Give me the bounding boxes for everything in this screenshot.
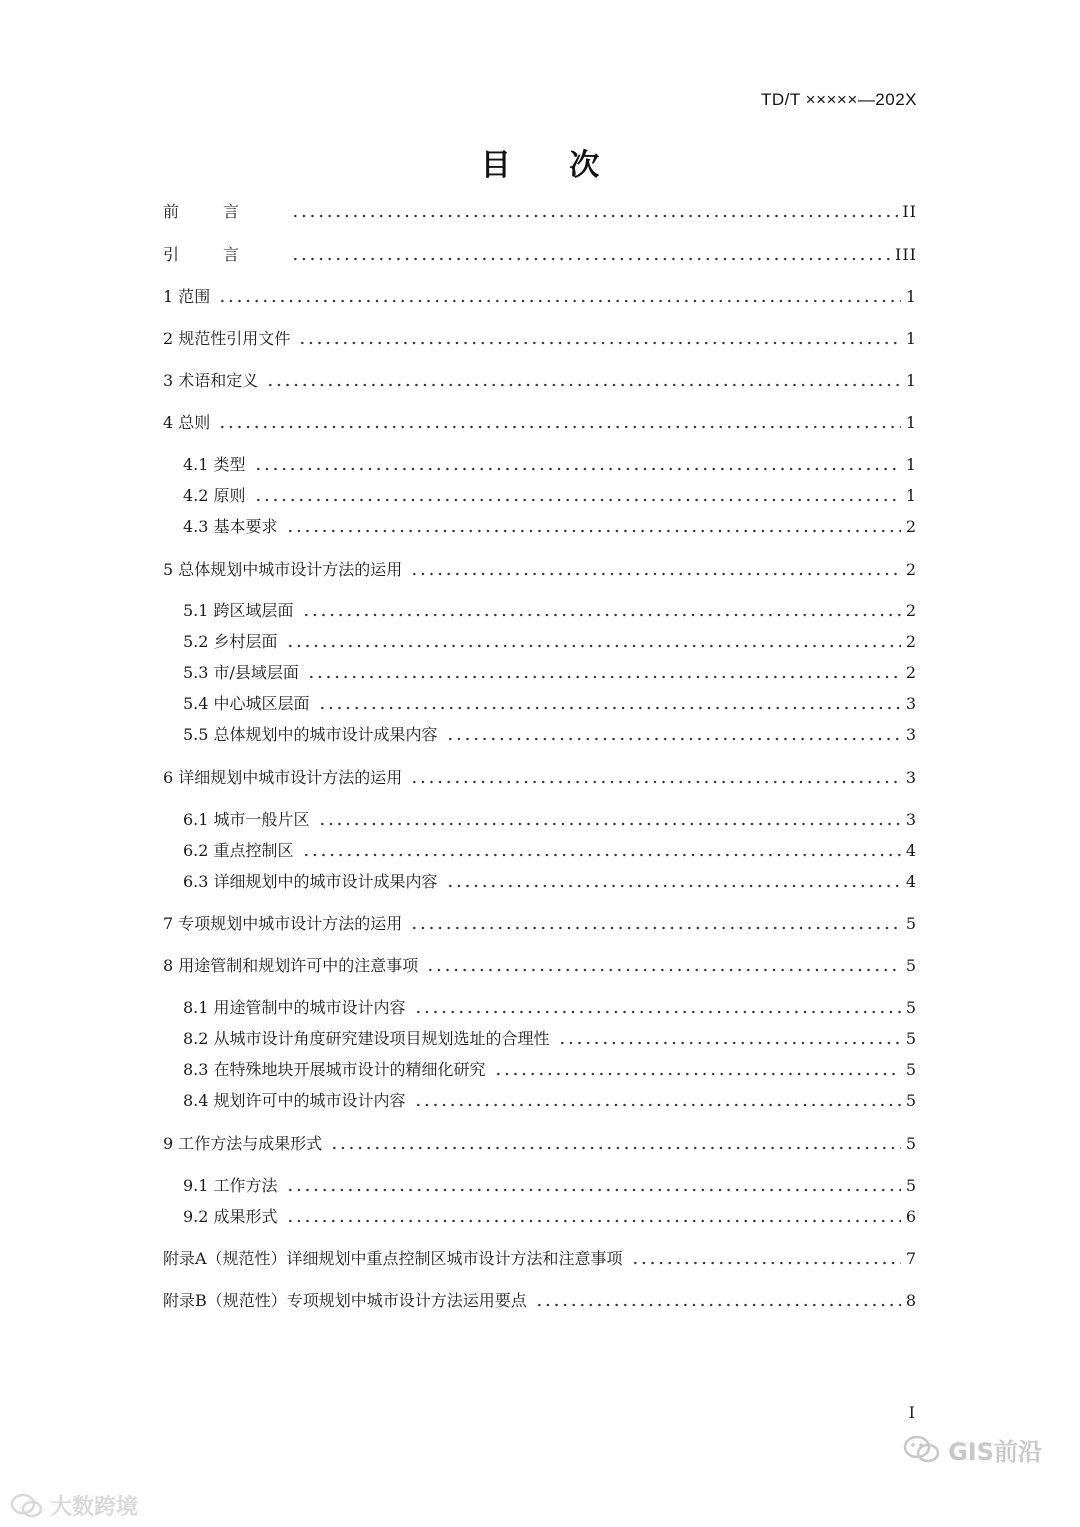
toc-leader-dots bbox=[286, 628, 901, 656]
page-number: I bbox=[908, 1403, 915, 1422]
toc-entry[interactable] bbox=[183, 597, 917, 625]
toc-entry[interactable] bbox=[183, 1025, 917, 1053]
toc-entry[interactable] bbox=[163, 1287, 917, 1315]
toc-entry-label: 9 工作方法与成果形式 bbox=[163, 1134, 323, 1153]
toc-leader-dots bbox=[286, 1203, 901, 1231]
toc-leader-dots bbox=[494, 1056, 901, 1084]
toc-entry-page: 1 bbox=[905, 329, 917, 348]
watermark-left bbox=[10, 1490, 138, 1521]
watermark-left-text: 大数跨境 bbox=[50, 1495, 139, 1520]
toc-entry-page: 3 bbox=[905, 694, 917, 713]
toc-entry-page: 1 bbox=[905, 455, 917, 474]
toc-entry-label: 5.1 跨区域层面 bbox=[183, 601, 294, 620]
toc-entry-label: 6.3 详细规划中的城市设计成果内容 bbox=[183, 872, 438, 891]
toc-entry-page: 8 bbox=[905, 1291, 917, 1310]
toc-entry[interactable] bbox=[163, 1130, 917, 1158]
toc-entry-label: 5.4 中心城区层面 bbox=[183, 694, 310, 713]
toc-entry-label: 4 总则 bbox=[163, 413, 211, 432]
toc-entry[interactable] bbox=[183, 837, 917, 865]
toc-entry[interactable] bbox=[183, 451, 917, 479]
toc-leader-dots bbox=[446, 721, 901, 749]
toc-leader-dots bbox=[302, 837, 901, 865]
toc-leader-dots bbox=[410, 764, 901, 792]
toc-entry-label: 2 规范性引用文件 bbox=[163, 329, 291, 348]
toc-entry-page: 5 bbox=[905, 1029, 917, 1048]
toc-entry-label: 8.1 用途管制中的城市设计内容 bbox=[183, 998, 406, 1017]
toc-leader-dots bbox=[318, 690, 901, 718]
toc-entry-label: 8 用途管制和规划许可中的注意事项 bbox=[163, 956, 419, 975]
toc-entry-page: 1 bbox=[905, 413, 917, 432]
toc-entry-label: 9.2 成果形式 bbox=[183, 1207, 278, 1226]
toc-entry[interactable] bbox=[183, 994, 917, 1022]
toc-leader-dots bbox=[535, 1287, 901, 1315]
toc-leader-dots bbox=[414, 994, 901, 1022]
toc-entry[interactable] bbox=[183, 1172, 917, 1200]
toc-entry-page: 5 bbox=[905, 1176, 917, 1195]
toc-leader-dots bbox=[266, 367, 901, 395]
toc-entry-page: 1 bbox=[905, 486, 917, 505]
toc-leader-dots bbox=[254, 451, 901, 479]
toc-leader-dots bbox=[414, 1087, 901, 1115]
toc-entry-page: 4 bbox=[905, 841, 917, 860]
toc-entry[interactable] bbox=[163, 764, 917, 792]
toc-entry-page: 4 bbox=[905, 872, 917, 891]
toc-entry-page: 5 bbox=[905, 1134, 917, 1153]
toc-entry[interactable] bbox=[163, 241, 917, 269]
toc-entry[interactable] bbox=[163, 325, 917, 353]
toc-entry-page: 2 bbox=[905, 560, 917, 579]
toc-leader-dots bbox=[291, 241, 891, 269]
toc-entry-page: 1 bbox=[905, 287, 917, 306]
toc-entry-label: 4.3 基本要求 bbox=[183, 517, 278, 536]
toc-entry-page: 3 bbox=[905, 810, 917, 829]
toc-entry-label: 9.1 工作方法 bbox=[183, 1176, 278, 1195]
toc-leader-dots bbox=[558, 1025, 901, 1053]
toc-leader-dots bbox=[307, 659, 901, 687]
toc-leader-dots bbox=[254, 482, 901, 510]
toc-entry-page: 2 bbox=[905, 517, 917, 536]
toc-entry-label: 8.4 规划许可中的城市设计内容 bbox=[183, 1091, 406, 1110]
toc-entry-page: 5 bbox=[905, 1060, 917, 1079]
toc-entry-label: 附录A（规范性）详细规划中重点控制区城市设计方法和注意事项 bbox=[163, 1249, 623, 1268]
toc-entry-page: 5 bbox=[905, 956, 917, 975]
toc-entry[interactable] bbox=[183, 628, 917, 656]
toc-entry-label: 7 专项规划中城市设计方法的运用 bbox=[163, 914, 403, 933]
toc-entry[interactable] bbox=[163, 409, 917, 437]
toc-entry-page: 3 bbox=[905, 725, 917, 744]
toc-entry-page: 3 bbox=[905, 768, 917, 787]
toc-entry-page: 5 bbox=[905, 998, 917, 1017]
wechat-logo-icon bbox=[10, 1493, 44, 1519]
toc-entry[interactable] bbox=[183, 1056, 917, 1084]
toc-entry-label: 引言 bbox=[163, 245, 284, 264]
document-code: TD/T ×××××—202X bbox=[760, 90, 917, 109]
toc-leader-dots bbox=[218, 283, 901, 311]
toc-entry[interactable] bbox=[163, 1245, 917, 1273]
toc-entry-page: 6 bbox=[905, 1207, 917, 1226]
toc-entry-label: 1 范围 bbox=[163, 287, 211, 306]
toc-entry[interactable] bbox=[163, 283, 917, 311]
toc-entry-label: 8.3 在特殊地块开展城市设计的精细化研究 bbox=[183, 1060, 486, 1079]
toc-entry-label: 6 详细规划中城市设计方法的运用 bbox=[163, 768, 403, 787]
page-title: 目 次 bbox=[480, 148, 624, 183]
toc-entry-label: 4.2 原则 bbox=[183, 486, 246, 505]
toc-leader-dots bbox=[298, 325, 901, 353]
toc-entry-label: 附录B（规范性）专项规划中城市设计方法运用要点 bbox=[163, 1291, 527, 1310]
toc-leader-dots bbox=[291, 198, 898, 226]
toc-entry[interactable] bbox=[163, 198, 917, 226]
toc-entry[interactable] bbox=[183, 1087, 917, 1115]
toc-leader-dots bbox=[330, 1130, 901, 1158]
toc-leader-dots bbox=[302, 597, 901, 625]
table-of-contents bbox=[163, 0, 917, 1527]
toc-leader-dots bbox=[410, 910, 901, 938]
toc-entry-label: 5.5 总体规划中的城市设计成果内容 bbox=[183, 725, 438, 744]
toc-entry[interactable] bbox=[163, 952, 917, 980]
toc-leader-dots bbox=[410, 556, 901, 584]
toc-entry[interactable] bbox=[163, 910, 917, 938]
toc-entry-label: 5.2 乡村层面 bbox=[183, 632, 278, 651]
toc-entry[interactable] bbox=[163, 367, 917, 395]
toc-entry-page: 7 bbox=[905, 1249, 917, 1268]
toc-leader-dots bbox=[426, 952, 901, 980]
toc-entry-page: 5 bbox=[905, 914, 917, 933]
toc-entry[interactable] bbox=[183, 806, 917, 834]
toc-entry[interactable] bbox=[183, 659, 917, 687]
toc-leader-dots bbox=[286, 1172, 901, 1200]
toc-entry-page: III bbox=[895, 245, 917, 264]
toc-entry-label: 6.2 重点控制区 bbox=[183, 841, 294, 860]
toc-entry-page: 1 bbox=[905, 371, 917, 390]
toc-entry-page: 2 bbox=[905, 601, 917, 620]
toc-entry-label: 6.1 城市一般片区 bbox=[183, 810, 310, 829]
toc-entry[interactable] bbox=[183, 482, 917, 510]
toc-entry-page: 2 bbox=[905, 663, 917, 682]
toc-entry-label: 5 总体规划中城市设计方法的运用 bbox=[163, 560, 403, 579]
watermark-right bbox=[902, 1432, 1042, 1467]
toc-entry-page: 5 bbox=[905, 1091, 917, 1110]
toc-entry[interactable] bbox=[183, 721, 917, 749]
toc-entry-label: 5.3 市/县域层面 bbox=[183, 663, 299, 682]
toc-entry[interactable] bbox=[163, 556, 917, 584]
toc-leader-dots bbox=[218, 409, 901, 437]
toc-entry-page: II bbox=[902, 202, 917, 221]
toc-entry-label: 前言 bbox=[163, 202, 284, 221]
toc-entry-page: 2 bbox=[905, 632, 917, 651]
toc-leader-dots bbox=[446, 868, 901, 896]
watermark-right-text: GIS前沿 bbox=[948, 1438, 1042, 1466]
wechat-logo-icon bbox=[902, 1435, 942, 1465]
toc-entry-label: 8.2 从城市设计角度研究建设项目规划选址的合理性 bbox=[183, 1029, 550, 1048]
toc-entry-label: 3 术语和定义 bbox=[163, 371, 259, 390]
toc-entry[interactable] bbox=[183, 868, 917, 896]
toc-entry[interactable] bbox=[183, 1203, 917, 1231]
toc-entry-label: 4.1 类型 bbox=[183, 455, 246, 474]
toc-leader-dots bbox=[318, 806, 901, 834]
toc-leader-dots bbox=[286, 513, 901, 541]
toc-leader-dots bbox=[631, 1245, 901, 1273]
toc-entry[interactable] bbox=[183, 513, 917, 541]
toc-entry[interactable] bbox=[183, 690, 917, 718]
